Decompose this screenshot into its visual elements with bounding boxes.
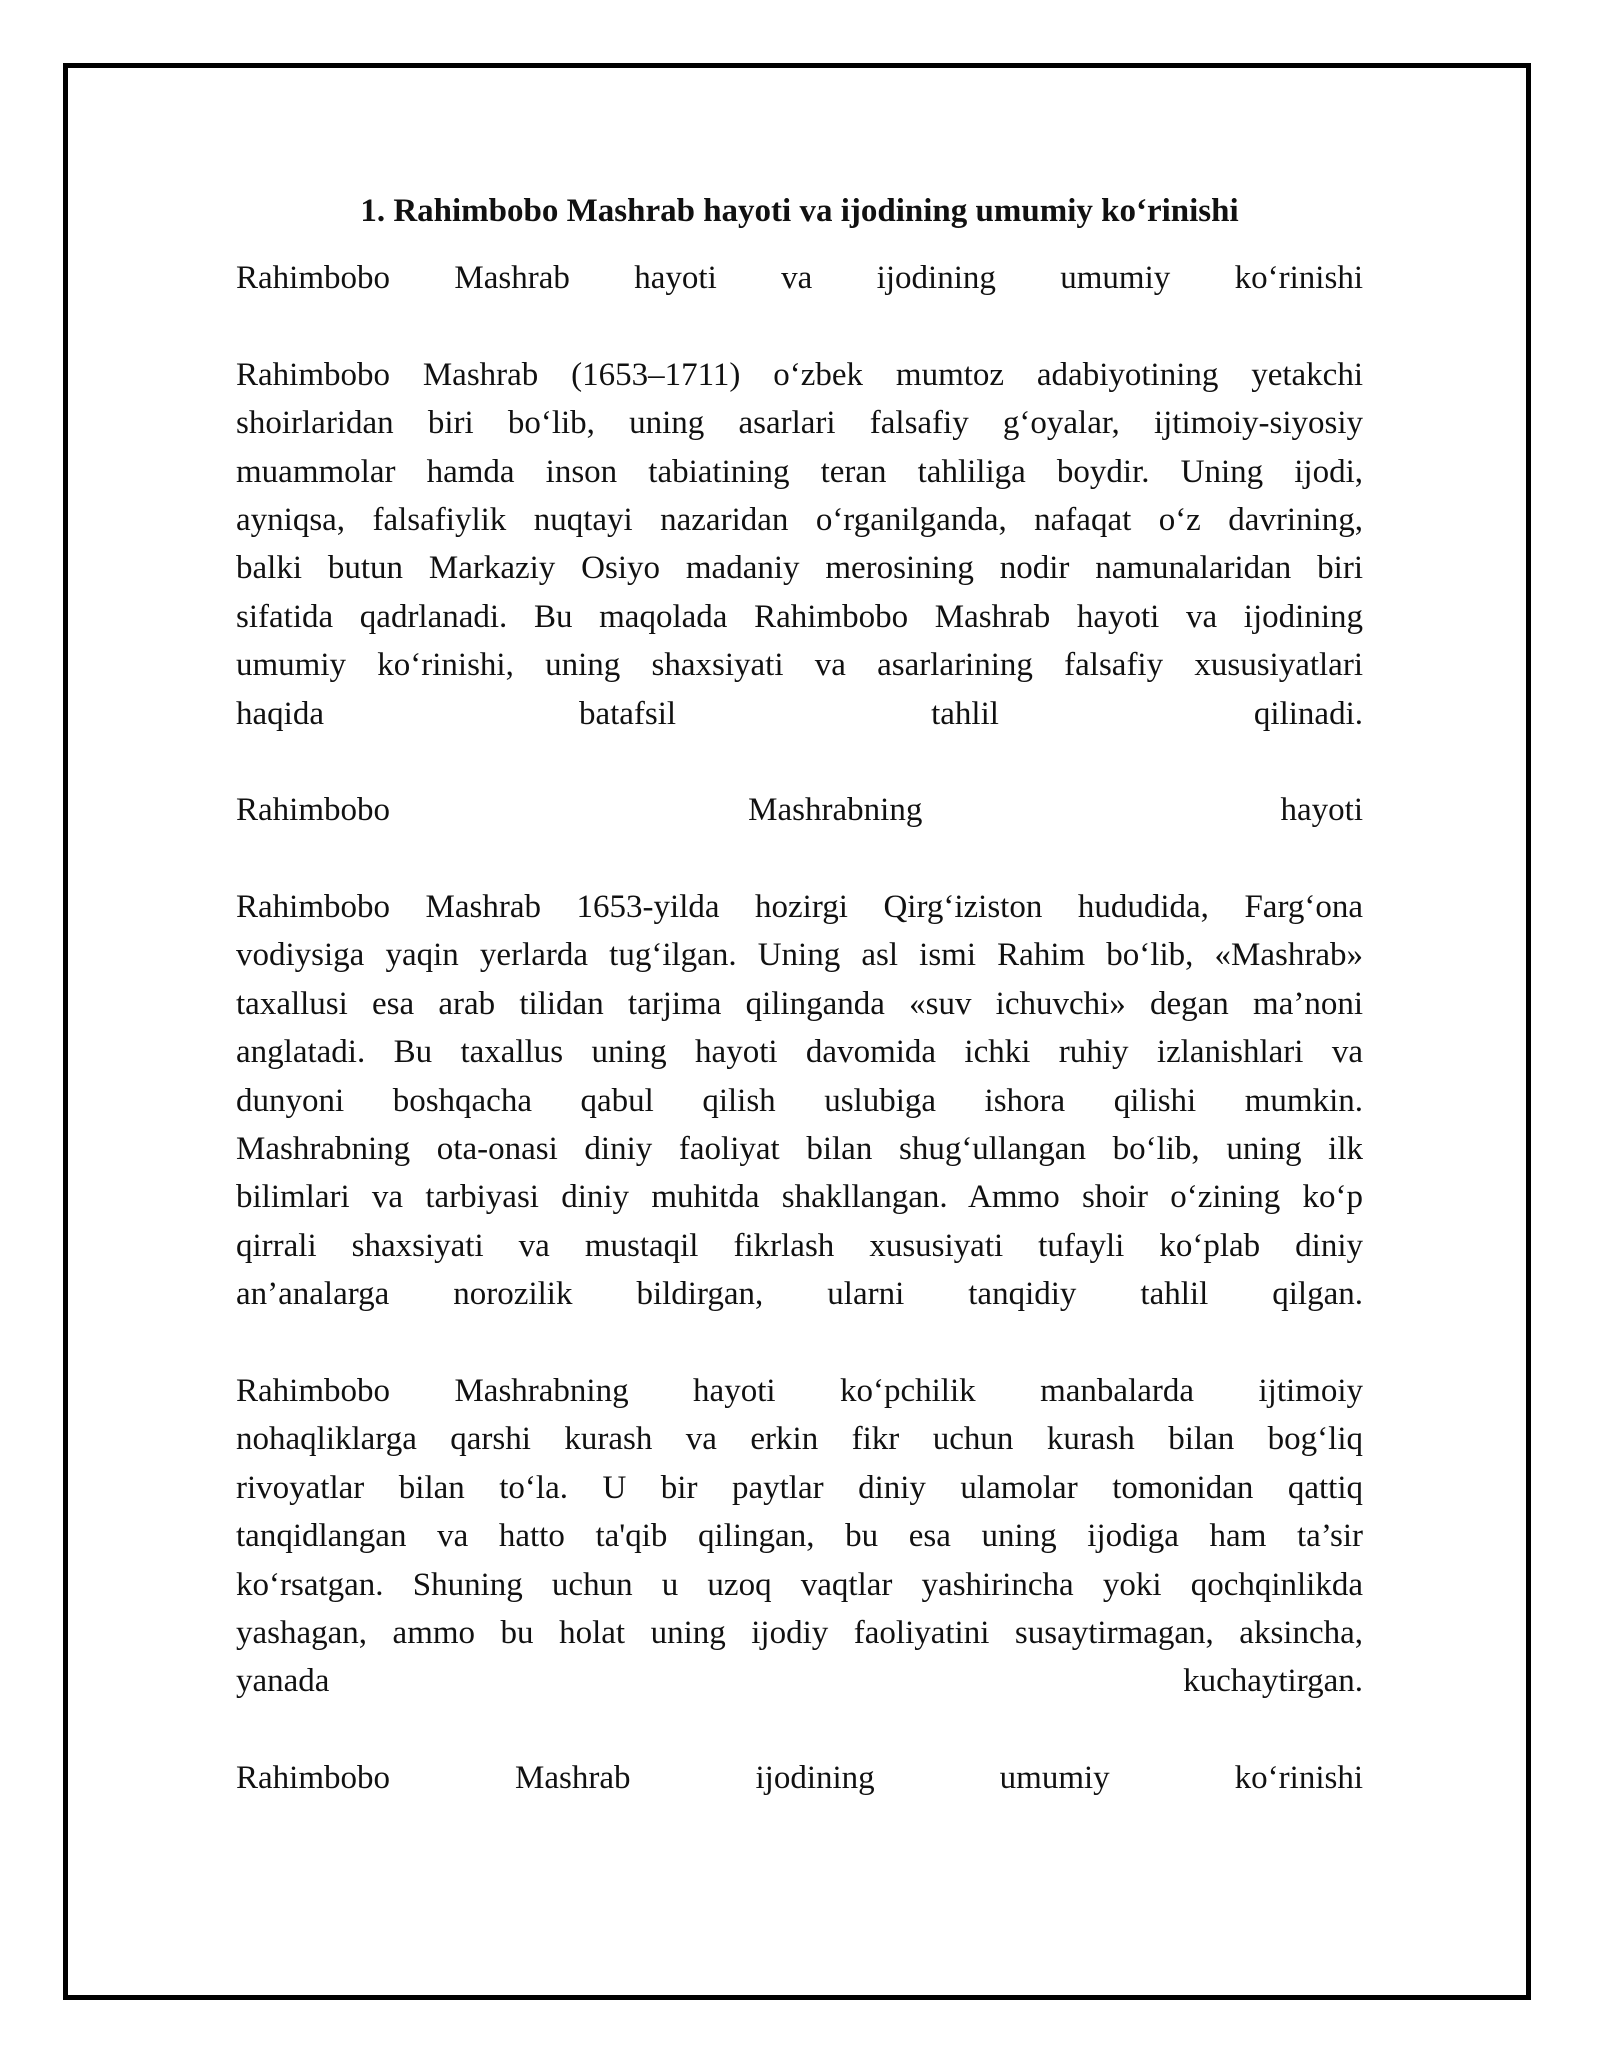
text-line: yashagan, ammo bu holat uning ijodiy faoliyatini susaytirmagan, aksincha, [236, 1614, 1363, 1651]
text-line: koʻrsatgan. Shuning uchun u uzoq vaqtlar yashirincha yoki qochqinlikda [236, 1566, 1363, 1603]
paragraph-intro [236, 351, 1363, 738]
text-line: sifatida qadrlanadi. Bu maqolada Rahimbobo Mashrab hayoti va ijodining [236, 598, 1363, 635]
paragraph-spacer [236, 738, 1363, 786]
text-line: Mashrabning ota-onasi diniy faoliyat bilan shugʻullangan boʻlib, uning ilk [236, 1131, 1363, 1168]
text-line: Rahimbobo Mashrabning hayoti [236, 792, 1363, 829]
paragraph-spacer [236, 835, 1363, 883]
text-line: balki butun Markaziy Osiyo madaniy merosining nodir namunalaridan biri [236, 550, 1363, 587]
paragraph-spacer [236, 1706, 1363, 1754]
text-line: vodiysiga yaqin yerlarda tugʻilgan. Uning asl ismi Rahim boʻlib, «Mashrab» [236, 937, 1363, 974]
text-line: taxallusi esa arab tilidan tarjima qilinganda «suv ichuvchi» degan ma’noni [236, 985, 1363, 1022]
text-line: tanqidlangan va hatto ta'qib qilingan, bu esa uning ijodiga ham ta’sir [236, 1518, 1363, 1555]
paragraph-struggle [236, 1367, 1363, 1706]
paragraph-spacer [236, 1319, 1363, 1367]
section-heading-life [236, 786, 1363, 834]
document-title: 1. Rahimbobo Mashrab hayoti va ijodining umumiy koʻrinishi [360, 193, 1239, 229]
text-line: haqida batafsil tahlil qilinadi. [236, 695, 1363, 732]
text-line: nohaqliklarga qarshi kurash va erkin fikr uchun kurash bilan bogʻliq [236, 1421, 1363, 1458]
text-line: Rahimbobo Mashrab ijodining umumiy koʻrinishi [236, 1760, 1363, 1797]
text-line: umumiy koʻrinishi, uning shaxsiyati va asarlarining falsafiy xususiyatlari [236, 647, 1363, 684]
text-line: muammolar hamda inson tabiatining teran tahliliga boydir. Uning ijodi, [236, 453, 1363, 490]
text-line: ayniqsa, falsafiylik nuqtayi nazaridan oʻrganilganda, nafaqat oʻz davrining, [236, 501, 1363, 538]
paragraph-birth [236, 883, 1363, 1319]
text-line: Rahimbobo Mashrab (1653–1711) oʻzbek mumtoz adabiyotining yetakchi [236, 356, 1363, 393]
text-line: Rahimbobo Mashrab hayoti va ijodining umumiy koʻrinishi [236, 260, 1363, 296]
paragraph-spacer [236, 302, 1363, 350]
section-heading-overview [236, 254, 1363, 302]
text-line: shoirlaridan biri boʻlib, uning asarlari falsafiy gʻoyalar, ijtimoiy-siyosiy [236, 405, 1363, 442]
section-heading-works [236, 1754, 1363, 1802]
document-body [236, 184, 1363, 1803]
text-line: rivoyatlar bilan toʻla. U bir paytlar diniy ulamolar tomonidan qattiq [236, 1469, 1363, 1506]
text-line: dunyoni boshqacha qabul qilish uslubiga ishora qilishi mumkin. [236, 1082, 1363, 1119]
text-line: Rahimbobo Mashrabning hayoti koʻpchilik manbalarda ijtimoiy [236, 1372, 1363, 1409]
text-line: anglatadi. Bu taxallus uning hayoti davomida ichki ruhiy izlanishlari va [236, 1034, 1363, 1071]
text-line: Rahimbobo Mashrab 1653-yilda hozirgi Qirgʻiziston hududida, Fargʻona [236, 889, 1363, 926]
text-line: bilimlari va tarbiyasi diniy muhitda shakllangan. Ammo shoir oʻzining koʻp [236, 1179, 1363, 1216]
text-line: qirrali shaxsiyati va mustaqil fikrlash xususiyati tufayli koʻplab diniy [236, 1227, 1363, 1264]
text-line: yanada kuchaytirgan. [236, 1663, 1363, 1700]
text-line: an’analarga norozilik bildirgan, ularni tanqidiy tahlil qilgan. [236, 1276, 1363, 1313]
